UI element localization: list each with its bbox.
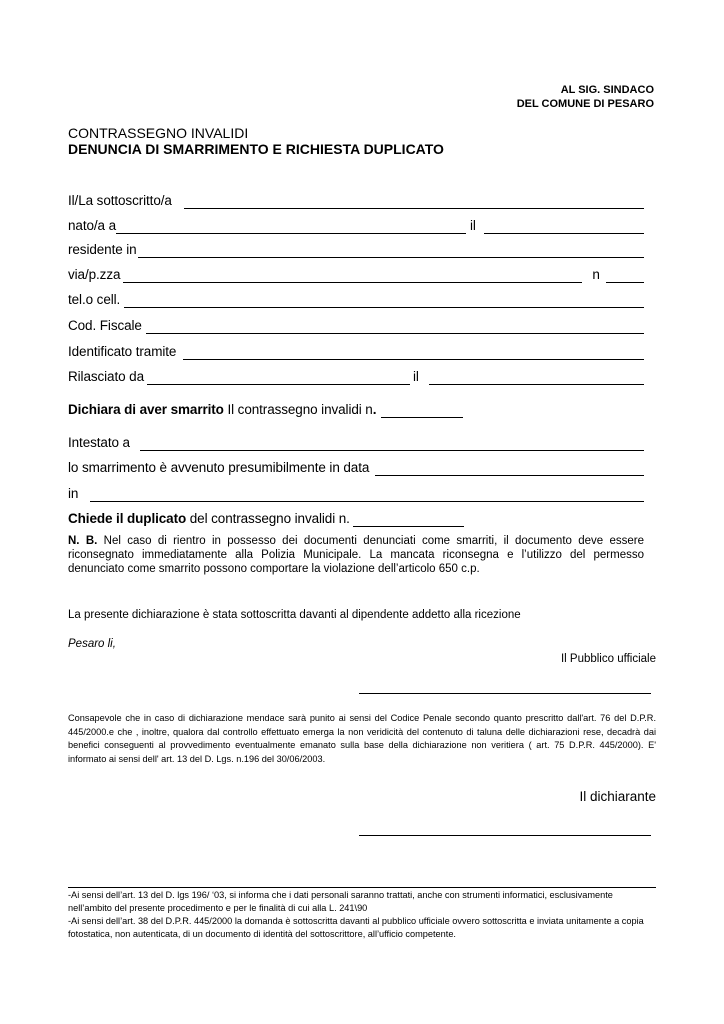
nb-label: N. B.: [68, 535, 98, 547]
input-line-smarrimento-luogo[interactable]: [90, 488, 644, 502]
label-chiede-rest: del contrassegno invalidi n.: [186, 511, 350, 526]
field-residente: [68, 240, 644, 258]
field-smarrimento-luogo: [68, 484, 644, 502]
input-line-rilasciato-date[interactable]: [429, 371, 644, 385]
label-dichiara-dot: .: [372, 402, 377, 417]
official-signature-line[interactable]: [359, 693, 651, 694]
footnote-separator: [68, 887, 656, 888]
nb-paragraph: [68, 534, 644, 576]
declaration-text: La presente dichiarazione è stata sottoscritta davanti al dipendente addetto alla ricezione: [68, 609, 521, 621]
addressee-line-1: AL SIG. SINDACO: [560, 84, 654, 96]
input-line-birthplace[interactable]: [116, 220, 466, 234]
label-residente: residente in: [68, 242, 137, 257]
field-intestato: [68, 433, 644, 451]
label-birth-date: il: [470, 218, 476, 233]
input-line-duplicato-number[interactable]: [353, 513, 464, 527]
label-dichiara-bold: Dichiara di aver smarrito: [68, 402, 224, 417]
field-tel: [68, 290, 644, 308]
label-chiede-bold: Chiede il duplicato: [68, 511, 187, 526]
addressee-line-2: DEL COMUNE DI PESARO: [516, 98, 654, 110]
dichiarante-label: Il dichiarante: [579, 789, 656, 804]
footnote-2: -Ai sensi dell’art. 38 del D.P.R. 445/2000 la domanda è sottoscritta davanti al pubblico ufficiale ovvero sottoscritta e inviata unitamente a copia fotostatica, non autenticata, di un documento di identità del sottoscrittore, all’ufficio competente.: [68, 916, 644, 939]
field-smarrimento-data: [68, 458, 644, 476]
field-rilasciato: [68, 367, 644, 385]
field-cod-fiscale: [68, 316, 644, 334]
dichiarante-signature-line[interactable]: [359, 835, 651, 836]
label-tel: tel.o cell.: [68, 292, 121, 307]
official-label: Il Pubblico ufficiale: [560, 653, 656, 665]
label-dichiara-rest: Il contrassegno invalidi n: [223, 402, 373, 417]
label-smarrimento-luogo: in: [68, 486, 79, 501]
label-rilasciato: Rilasciato da: [68, 369, 144, 384]
input-line-tel[interactable]: [124, 294, 644, 308]
field-sottoscritto: [68, 191, 644, 209]
input-line-street-number[interactable]: [606, 269, 644, 283]
label-via: via/p.zza: [68, 267, 121, 282]
label-intestato: Intestato a: [68, 435, 130, 450]
label-identificato: Identificato tramite: [68, 344, 177, 359]
label-nato: nato/a a: [68, 218, 116, 233]
document-subtitle: DENUNCIA DI SMARRIMENTO E RICHIESTA DUPLICATO: [68, 141, 444, 157]
footnote-1: -Ai sensi dell’art. 13 del D. lgs 196/ ‘03, si informa che i dati personali saranno trattati, anche con strumenti informatici, esclusivamente nell’ambito del presente procedimento e per le finalità di cui alla L. 241\90: [68, 890, 613, 913]
place-date-label: Pesaro li,: [68, 638, 116, 650]
label-cod-fiscale: Cod. Fiscale: [68, 318, 142, 333]
input-line-birth-date[interactable]: [484, 220, 644, 234]
consapevole-paragraph: Consapevole che in caso di dichiarazione mendace sarà punito ai sensi del Codice Penale secondo quanto prescritto dall'art. 76 del D.P.R. 445/2000.e che , inoltre, qualora dal controllo effettuato emerga la non veridicità del contenuto di taluna delle dichiarazioni rese, decadrà dai benefici conseguenti al provvedimento eventualmente emanato sulla base della dichiarazione non veritiera ( art. 75 D.P.R. 445/2000). E' informato ai sensi dell' art. 13 del D. Lgs. n.196 del 30/06/2003.: [68, 713, 656, 764]
field-chiede: [68, 509, 644, 527]
input-line-cod-fiscale[interactable]: [146, 320, 644, 334]
label-street-number: n: [592, 267, 600, 282]
label-sottoscritto: Il/La sottoscritto/a: [68, 193, 172, 208]
nb-text: Nel caso di rientro in possesso dei documenti denunciati come smarriti, il documento deve essere riconsegnato immediatamente alla Polizia Municipale. La mancata riconsegna e l’utilizzo del permesso denunciato come smarrito possono comportare la violazione dell’articolo 650 c.p.: [68, 535, 645, 575]
input-line-identificato[interactable]: [183, 346, 644, 360]
input-line-sottoscritto[interactable]: [184, 195, 644, 209]
input-line-rilasciato[interactable]: [147, 371, 410, 385]
input-line-residence[interactable]: [138, 244, 644, 258]
field-dichiara: [68, 400, 644, 418]
input-line-smarrimento-data[interactable]: [375, 462, 644, 476]
input-line-street[interactable]: [123, 269, 582, 283]
field-via: [68, 265, 644, 283]
input-line-intestato[interactable]: [140, 437, 644, 451]
field-nato: [68, 216, 644, 234]
field-identificato: [68, 342, 644, 360]
document-title: CONTRASSEGNO INVALIDI: [68, 125, 249, 141]
input-line-contrassegno-number[interactable]: [381, 404, 463, 418]
label-rilasciato-il: il: [413, 369, 419, 384]
label-smarrimento-data: lo smarrimento è avvenuto presumibilmente in data: [68, 460, 370, 475]
